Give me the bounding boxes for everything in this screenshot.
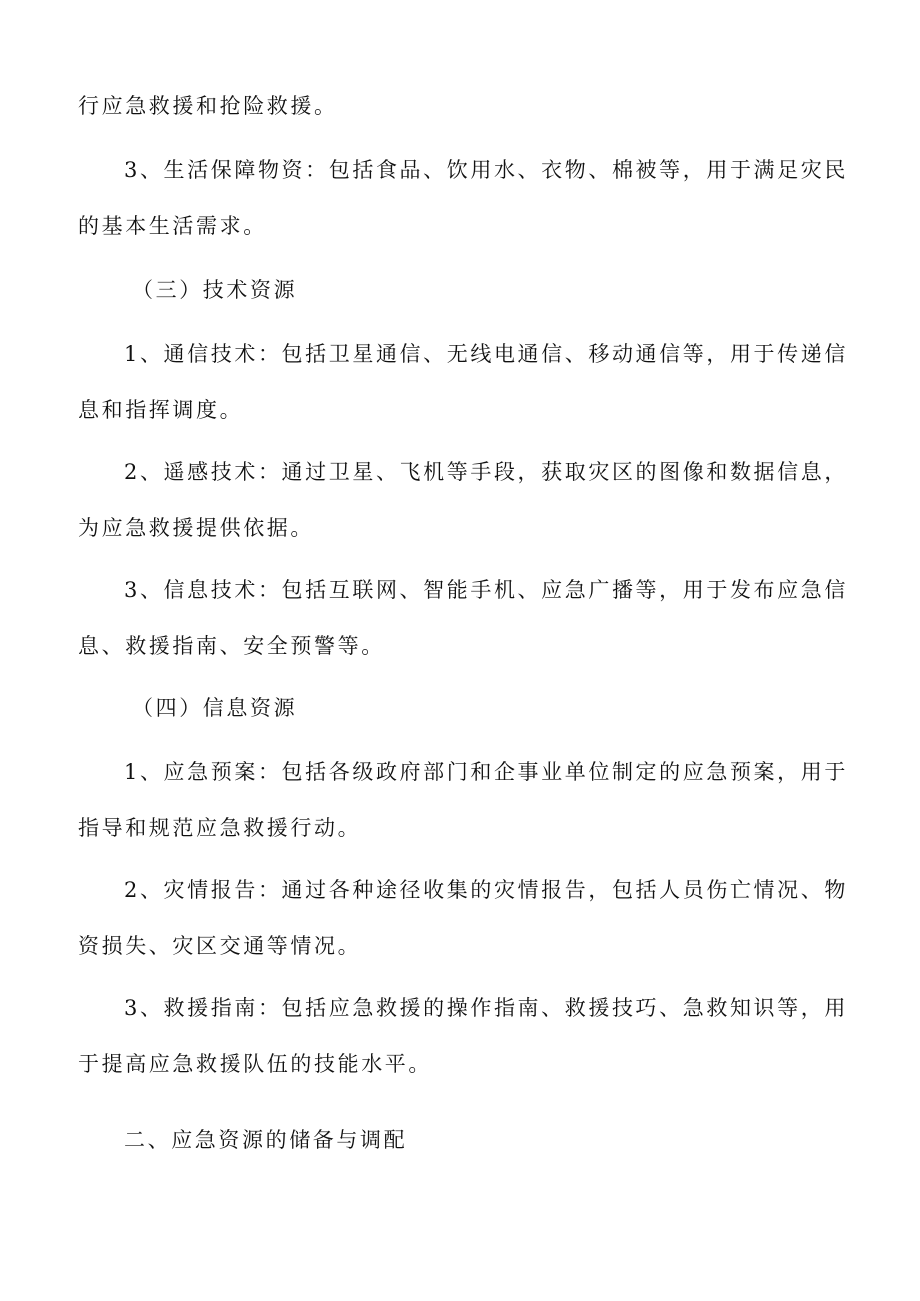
paragraph-line: 3、信息技术：包括互联网、智能手机、应急广播等，用于发布应急信 [124, 578, 848, 602]
paragraph-line: 3、生活保障物资：包括食品、饮用水、衣物、棉被等，用于满足灾民 [124, 158, 848, 182]
paragraph-line: 指导和规范应急救援行动。 [78, 816, 362, 840]
paragraph-line: 于提高应急救援队伍的技能水平。 [78, 1052, 432, 1076]
paragraph-line: 息和指挥调度。 [78, 398, 244, 422]
paragraph-line: 息、救援指南、安全预警等。 [78, 634, 385, 658]
paragraph-line: 资损失、灾区交通等情况。 [78, 934, 362, 958]
paragraph-line: 为应急救援提供依据。 [78, 516, 314, 540]
sub-heading: （三）技术资源 [132, 278, 298, 302]
section-heading: 二、应急资源的储备与调配 [124, 1128, 408, 1152]
paragraph-line: 2、灾情报告：通过各种途径收集的灾情报告，包括人员伤亡情况、物 [124, 878, 848, 902]
paragraph-line: 3、救援指南：包括应急救援的操作指南、救援技巧、急救知识等，用 [124, 996, 848, 1020]
paragraph-line: 的基本生活需求。 [78, 214, 267, 238]
paragraph-line: 1、通信技术：包括卫星通信、无线电通信、移动通信等，用于传递信 [124, 342, 848, 366]
paragraph-line: 2、遥感技术：通过卫星、飞机等手段，获取灾区的图像和数据信息， [124, 460, 848, 484]
paragraph-line: 1、应急预案：包括各级政府部门和企事业单位制定的应急预案，用于 [124, 760, 848, 784]
sub-heading: （四）信息资源 [132, 696, 298, 720]
paragraph-line: 行应急救援和抢险救援。 [78, 94, 338, 118]
